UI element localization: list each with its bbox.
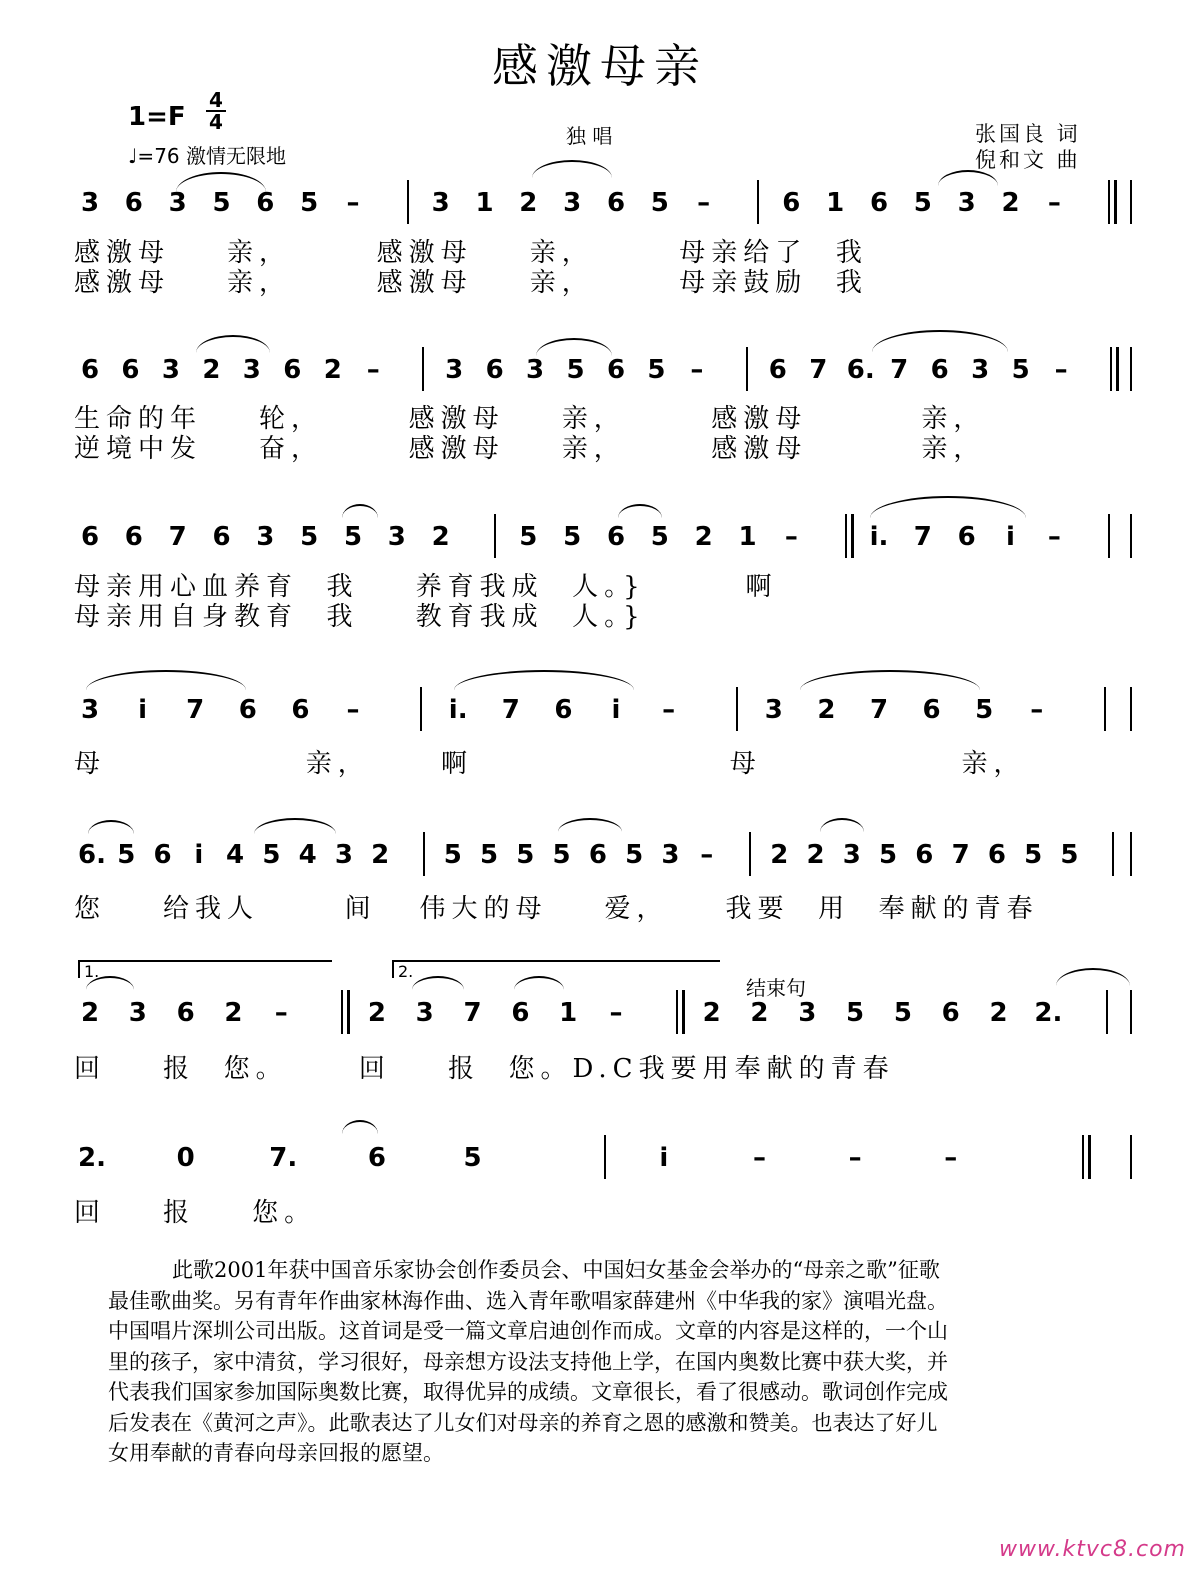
slur-mark <box>820 818 864 832</box>
note: 6 <box>238 695 257 725</box>
note: 6 <box>987 840 1006 870</box>
note: – <box>690 355 704 385</box>
note: – <box>274 998 288 1028</box>
note: 6 <box>485 355 504 385</box>
lyric-line-2: 逆境中发 奋， 感激母 亲， 感激母 亲， <box>74 434 986 464</box>
slur-mark <box>870 496 1026 518</box>
slur-mark <box>254 818 336 834</box>
note: 2 <box>80 998 100 1028</box>
watermark-link[interactable]: www.ktvc8.com <box>998 1537 1186 1562</box>
note: 5 <box>516 840 535 870</box>
lyricist-credit: 张国良 词 <box>975 122 1081 146</box>
note: 3 <box>842 840 861 870</box>
note: i <box>138 695 148 725</box>
note: 6. <box>846 355 875 385</box>
note: – <box>346 695 360 725</box>
note: 2 <box>224 998 243 1028</box>
note: – <box>944 1143 958 1173</box>
solo-marking: 独 唱 <box>566 124 613 148</box>
note: – <box>697 188 711 218</box>
note: 2. <box>1034 998 1063 1028</box>
row-end-barline <box>1130 990 1132 1034</box>
note: 7 <box>890 355 909 385</box>
time-signature <box>206 90 226 132</box>
note: 7 <box>501 695 520 725</box>
note: 3 <box>334 840 353 870</box>
note: 3 <box>798 998 817 1028</box>
paragraph-line-6: 后发表在《黄河之声》。此歌表达了儿女们对母亲的养育之恩的感激和赞美。也表达了好儿 <box>108 1410 938 1435</box>
note: 3 <box>563 188 582 218</box>
barline <box>676 990 685 1034</box>
note: 5 <box>300 522 319 552</box>
note: – <box>784 522 798 552</box>
barline <box>494 514 496 558</box>
note: 3 <box>387 522 406 552</box>
note: 6 <box>554 695 573 725</box>
slur-mark <box>88 820 134 834</box>
volta-1-label: 1. <box>84 962 100 981</box>
barline <box>1110 347 1119 391</box>
note: 1 <box>826 188 845 218</box>
note: 3 <box>128 998 147 1028</box>
note: 6 <box>915 840 934 870</box>
note: 6 <box>124 522 143 552</box>
barline <box>604 1135 606 1179</box>
paragraph-line-7: 女用奉献的青春向母亲回报的愿望。 <box>108 1441 444 1465</box>
barline <box>757 180 759 224</box>
volta-2-label: 2. <box>398 962 414 981</box>
slur-mark <box>800 670 980 690</box>
barline <box>1106 990 1108 1034</box>
volta-2-bracket <box>392 960 720 978</box>
note: 5 <box>846 998 865 1028</box>
note: 5 <box>1060 840 1079 870</box>
key-signature: 1=F <box>128 102 186 132</box>
slur-mark <box>454 670 634 690</box>
barline <box>423 832 425 876</box>
note: 3 <box>415 998 434 1028</box>
composer-credit: 倪和文 曲 <box>975 148 1081 172</box>
note: – <box>1047 188 1061 218</box>
slur-mark <box>196 335 270 353</box>
slur-mark <box>872 330 1008 352</box>
note: i <box>659 1143 669 1173</box>
lyric-line-1: 生命的年 轮， 感激母 亲， 感激母 亲， <box>74 404 986 434</box>
note: 2 <box>519 188 538 218</box>
note: 6 <box>941 998 960 1028</box>
note: 6 <box>153 840 172 870</box>
slur-mark <box>342 1120 378 1134</box>
note: 3 <box>971 355 990 385</box>
note: i <box>1006 522 1015 552</box>
barline <box>736 687 738 731</box>
slur-mark <box>1056 968 1130 986</box>
note: 6 <box>80 355 100 385</box>
note: i <box>194 840 204 870</box>
note: 2 <box>989 998 1008 1028</box>
note: 6 <box>511 998 530 1028</box>
note: 3 <box>80 188 100 218</box>
note: 7 <box>168 522 187 552</box>
note: 4 <box>298 840 317 870</box>
note: 0 <box>176 1143 195 1173</box>
note: 2 <box>367 998 386 1028</box>
note: 7 <box>951 840 970 870</box>
note: 5 <box>552 840 571 870</box>
note: 6 <box>80 522 100 552</box>
note: 7. <box>269 1143 298 1173</box>
barline <box>341 990 350 1034</box>
note: 6 <box>782 188 801 218</box>
note: 7 <box>809 355 828 385</box>
note: – <box>1030 695 1044 725</box>
note: i. <box>448 695 468 725</box>
lyric-line-1: 您 给我人 间 伟大的母 爱， 我要 用 奉献的青春 <box>74 894 1039 924</box>
note: 6 <box>291 695 310 725</box>
lyric-line-2: 感激母 亲， 感激母 亲， 母亲鼓励 我 <box>74 268 868 298</box>
barline <box>845 514 854 558</box>
lyric-line-1: 感激母 亲， 感激母 亲， 母亲给了 我 <box>74 238 868 268</box>
note: 2 <box>323 355 342 385</box>
note: 5 <box>913 188 932 218</box>
barline <box>1104 687 1106 731</box>
note: 6 <box>212 522 231 552</box>
note: 4 <box>226 840 245 870</box>
slur-mark <box>536 338 612 356</box>
note: 5 <box>879 840 898 870</box>
note: 2 <box>750 998 769 1028</box>
paragraph-line-2: 最佳歌曲奖。另有青年作曲家林海作曲、选入青年歌唱家薛建州《中华我的家》演唱光盘。 <box>108 1288 948 1313</box>
note: 3 <box>242 355 261 385</box>
slur-mark <box>618 504 662 518</box>
note: 6 <box>922 695 941 725</box>
note: 7 <box>869 695 889 725</box>
lyric-line-1: 回 报 您。 回 报 您。D.C我要用奉献的青春 <box>74 1054 895 1084</box>
slur-mark <box>558 818 622 832</box>
note: – <box>752 1143 766 1173</box>
paragraph-line-3: 中国唱片深圳公司出版。这首词是受一篇文章启迪创作而成。文章的内容是这样的，一个山 <box>108 1319 948 1343</box>
lyric-line-1: 回 报 您。 <box>74 1198 317 1228</box>
note: i. <box>869 522 889 552</box>
note: – <box>848 1143 862 1173</box>
note: 6 <box>367 1143 386 1173</box>
note: 5 <box>262 840 281 870</box>
note: 2 <box>806 840 825 870</box>
note: 6. <box>78 840 106 870</box>
note: 2 <box>770 840 789 870</box>
note: 3 <box>526 355 545 385</box>
note: 2 <box>371 840 390 870</box>
barline <box>422 347 424 391</box>
slur-mark <box>514 976 564 990</box>
ending-phrase-label: 结束句 <box>746 976 806 1000</box>
note: 5 <box>650 522 669 552</box>
note: 2 <box>1001 188 1020 218</box>
barline <box>749 832 751 876</box>
note: 2 <box>817 695 836 725</box>
slur-mark <box>532 160 612 178</box>
note: 7 <box>186 695 205 725</box>
barline <box>1082 1135 1091 1179</box>
note: 3 <box>445 355 464 385</box>
slur-mark <box>342 504 378 518</box>
page-title: 感激母亲 <box>492 39 708 93</box>
paragraph-line-1: 此歌2001年获中国音乐家协会创作委员会、中国妇女基金会举办的“母亲之歌”征歌 <box>172 1258 940 1282</box>
paragraph-line-5: 代表我们国家参加国际奥数比赛，取得优异的成绩。文章很长，看了很感动。歌词创作完成 <box>108 1380 948 1404</box>
note: – <box>609 998 623 1028</box>
barline <box>1108 180 1117 224</box>
note: 5 <box>566 355 585 385</box>
note: 6 <box>121 355 140 385</box>
song-description <box>108 1255 1100 1469</box>
row-end-barline <box>1130 347 1132 391</box>
note: – <box>1047 522 1061 552</box>
note: 5 <box>1024 840 1043 870</box>
note: 2 <box>702 998 721 1028</box>
note: 5 <box>343 522 363 552</box>
note: 6 <box>606 188 626 218</box>
time-top: 4 <box>209 88 223 112</box>
note: 6 <box>256 188 275 218</box>
note: 6 <box>124 188 143 218</box>
note: – <box>1054 355 1068 385</box>
note: 5 <box>893 998 912 1028</box>
note: – <box>366 355 380 385</box>
note: 5 <box>625 840 644 870</box>
note: 1 <box>738 522 757 552</box>
note: 6 <box>283 355 302 385</box>
note: 3 <box>256 522 275 552</box>
note: 3 <box>161 355 180 385</box>
row-end-barline <box>1130 687 1132 731</box>
volta-1-bracket <box>78 960 332 978</box>
row-end-barline <box>1130 832 1132 876</box>
lyric-line-1: 母亲用心血养育 我 养育我成 人。} 啊 <box>74 572 778 602</box>
note: 5 <box>519 522 538 552</box>
note: 5 <box>650 188 669 218</box>
note: 6 <box>588 840 607 870</box>
barline <box>1112 832 1114 876</box>
note: 5 <box>212 188 231 218</box>
note: 6 <box>768 355 787 385</box>
note: 2 <box>694 522 713 552</box>
note: 2. <box>78 1143 106 1173</box>
note: 6 <box>606 522 626 552</box>
slur-mark <box>86 670 246 690</box>
row-end-barline <box>1130 180 1132 224</box>
note: 5 <box>300 188 319 218</box>
barline <box>420 687 422 731</box>
barline <box>407 180 409 224</box>
note: 2 <box>202 355 221 385</box>
note: 2 <box>431 522 450 552</box>
tempo-marking: ♩=76 激情无限地 <box>128 144 286 168</box>
note: 3 <box>957 188 976 218</box>
note: – <box>662 695 676 725</box>
note: 6 <box>176 998 195 1028</box>
note: 5 <box>563 522 582 552</box>
note: 6 <box>606 355 626 385</box>
row-end-barline <box>1130 514 1132 558</box>
note: 3 <box>168 188 187 218</box>
note: – <box>346 188 360 218</box>
note: i <box>611 695 621 725</box>
note: 5 <box>117 840 136 870</box>
note: 5 <box>463 1143 482 1173</box>
note: 5 <box>1011 355 1030 385</box>
lyric-line-1: 母 亲， 啊 母 亲， <box>74 749 1026 779</box>
note: – <box>700 840 714 870</box>
note: 6 <box>869 188 889 218</box>
note: 7 <box>913 522 932 552</box>
note: 5 <box>975 695 994 725</box>
note: 6 <box>930 355 949 385</box>
note: 3 <box>661 840 680 870</box>
paragraph-line-4: 里的孩子，家中清贫，学习很好，母亲想方设法支持他上学，在国内奥数比赛中获大奖，并 <box>108 1349 948 1374</box>
note: 3 <box>80 695 100 725</box>
row-end-barline <box>1130 1135 1132 1179</box>
note: 1 <box>559 998 578 1028</box>
time-bottom: 4 <box>206 110 226 132</box>
note: 5 <box>443 840 462 870</box>
barline <box>746 347 748 391</box>
barline <box>1108 514 1110 558</box>
lyric-line-2: 母亲用自身教育 我 教育我成 人。} <box>74 602 646 632</box>
note: 3 <box>764 695 783 725</box>
slur-mark <box>412 976 464 990</box>
note: 3 <box>431 188 450 218</box>
note: 5 <box>479 840 499 870</box>
note: 5 <box>647 355 666 385</box>
note: 1 <box>475 188 494 218</box>
note: 7 <box>463 998 482 1028</box>
slur-mark <box>176 172 266 192</box>
note: 6 <box>957 522 976 552</box>
